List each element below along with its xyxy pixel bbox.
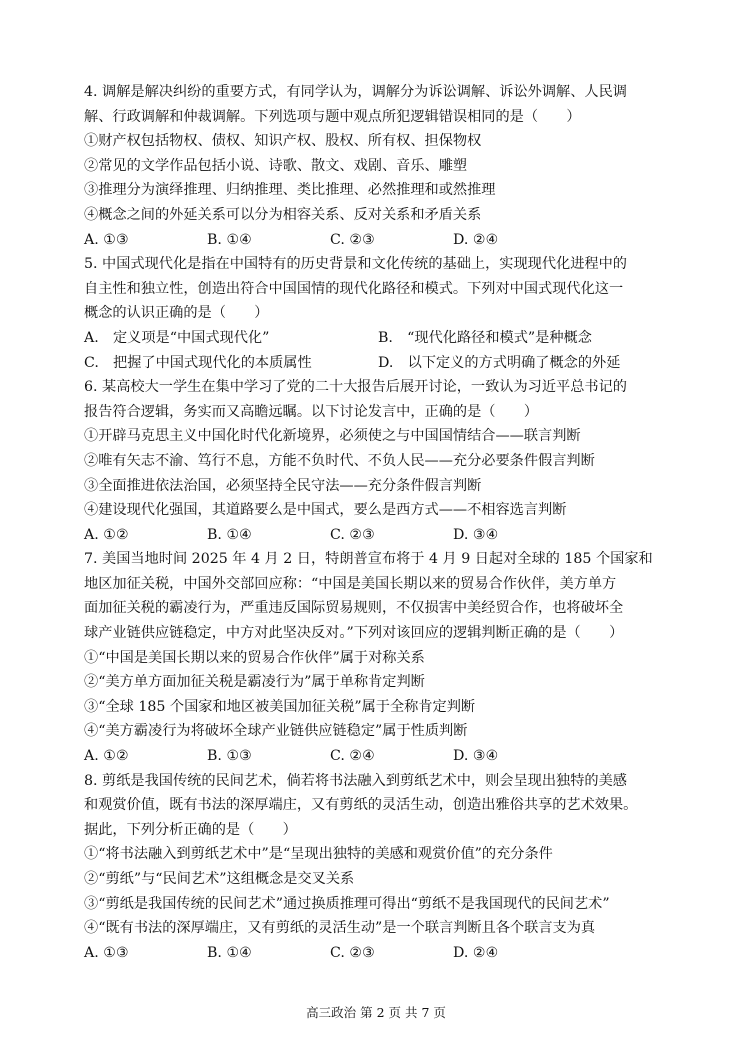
option-a: A. ①③ bbox=[84, 231, 129, 248]
option-d: D. ②④ bbox=[453, 944, 499, 961]
option-b: B. ①④ bbox=[207, 944, 252, 961]
statement-item: ③“全球 185 个国家和地区被美国加征关税”属于全称肯定判断 bbox=[84, 698, 476, 715]
option-a: A. ①③ bbox=[84, 944, 129, 961]
option-c: C. ②③ bbox=[330, 944, 375, 961]
statement-item: ④“既有书法的深厚端庄，又有剪纸的灵活生动”是一个联言判断且各个联言支为真 bbox=[84, 920, 596, 937]
statement-item: ③“剪纸是我国传统的民间艺术”通过换质推理可得出“剪纸不是我国现代的民间艺术” bbox=[84, 895, 610, 912]
statement-item: ①“中国是美国长期以来的贸易合作伙伴”属于对称关系 bbox=[84, 649, 425, 666]
question-list bbox=[84, 80, 672, 965]
option-d: D. ③④ bbox=[453, 748, 499, 765]
statement-item: ③推理分为演绎推理、归纳推理、类比推理、必然推理和或然推理 bbox=[84, 182, 496, 199]
question-stem-line: 和观赏价值，既有书法的深厚端庄，又有剪纸的灵活生动，创造出雅俗共享的艺术效果。 bbox=[84, 797, 638, 814]
statement-item: ②“剪纸”与“民间艺术”这组概念是交叉关系 bbox=[84, 871, 355, 887]
statement-item: ③全面推进依法治国，必须坚持全民守法——充分条件假言判断 bbox=[84, 477, 482, 494]
option-b: B. ①④ bbox=[207, 231, 252, 248]
answer-options bbox=[84, 351, 672, 376]
answer-options bbox=[84, 744, 672, 769]
option-a: A. 定义项是“中国式现代化” bbox=[84, 329, 270, 346]
option-a: A. ①② bbox=[84, 748, 129, 765]
answer-options bbox=[84, 523, 672, 548]
question-stem-line: 地区加征关税，中国外交部回应称：“中国是美国长期以来的贸易合作伙伴，美方单方 bbox=[84, 575, 617, 592]
statement-item: ④概念之间的外延关系可以分为相容关系、反对关系和矛盾关系 bbox=[84, 206, 482, 223]
statement-item: ①开辟马克思主义中国化时代化新境界，必须使之与中国国情结合——联言判断 bbox=[84, 428, 581, 445]
option-c: C. 把握了中国式现代化的本质属性 bbox=[84, 354, 312, 371]
page-footer: 高三政治 第 2 页 共 7 页 bbox=[306, 1005, 446, 1020]
question-7 bbox=[84, 547, 672, 768]
statement-item: ①“将书法融入到剪纸艺术中”是“呈现出独特的美感和观赏价值”的充分条件 bbox=[84, 846, 553, 863]
option-a: A. ①② bbox=[84, 526, 129, 543]
question-5 bbox=[84, 252, 672, 375]
statement-item: ④“美方霸凌行为将破坏全球产业链供应链稳定”属于性质判断 bbox=[84, 723, 468, 740]
statement-item: ②唯有矢志不渝、笃行不息，方能不负时代、不负人民——充分必要条件假言判断 bbox=[84, 452, 595, 469]
question-stem-line: 6. 某高校大一学生在集中学习了党的二十大报告后展开讨论，一致认为习近平总书记的 bbox=[84, 379, 627, 396]
option-d: D. ②④ bbox=[453, 231, 499, 248]
question-stem-line: 球产业链供应链稳定，中方对此坚决反对。”下列对该回应的逻辑判断正确的是（ ） bbox=[84, 625, 624, 642]
question-stem-line: 据此，下列分析正确的是（ ） bbox=[84, 821, 297, 838]
answer-options bbox=[84, 228, 672, 253]
option-b: B. “现代化路径和模式”是种概念 bbox=[378, 329, 592, 346]
question-stem-line: 面加征关税的霸凌行为，严重违反国际贸易规则，不仅损害中美经贸合作，也将破坏全 bbox=[84, 600, 624, 617]
question-stem-line: 概念的认识正确的是（ ） bbox=[84, 305, 269, 322]
option-c: C. ②③ bbox=[330, 231, 375, 248]
option-d: D. ③④ bbox=[453, 526, 499, 543]
statement-item: ①财产权包括物权、债权、知识产权、股权、所有权、担保物权 bbox=[84, 133, 482, 150]
statement-item: ④建设现代化强国，其道路要么是中国式，要么是西方式——不相容选言判断 bbox=[84, 502, 567, 519]
statement-item: ②“美方单方面加征关税是霸凌行为”属于单称肯定判断 bbox=[84, 674, 425, 691]
option-d: D. 以下定义的方式明确了概念的外延 bbox=[378, 354, 621, 371]
answer-options bbox=[84, 941, 672, 966]
option-b: B. ①④ bbox=[207, 526, 252, 543]
question-stem-line: 报告符合逻辑，务实而又高瞻远瞩。以下讨论发言中，正确的是（ ） bbox=[84, 403, 539, 420]
question-stem-line: 7. 美国当地时间 2025 年 4 月 2 日，特朗普宣布将于 4 月 9 日起对全球的 185 个国家和 bbox=[84, 551, 653, 568]
answer-options bbox=[84, 326, 672, 351]
option-c: C. ②④ bbox=[330, 748, 375, 765]
option-b: B. ①③ bbox=[207, 748, 252, 765]
question-stem-line: 自主性和独立性，创造出符合中国国情的现代化路径和模式。下列对中国式现代化这一 bbox=[84, 280, 624, 297]
question-8 bbox=[84, 769, 672, 966]
question-stem-line: 5. 中国式现代化是指在中国特有的历史背景和文化传统的基础上，实现现代化进程中的 bbox=[84, 256, 627, 273]
question-4 bbox=[84, 80, 672, 252]
question-stem-line: 解、行政调解和仲裁调解。下列选项与题中观点所犯逻辑错误相同的是（ ） bbox=[84, 108, 581, 125]
question-stem-line: 4. 调解是解决纠纷的重要方式，有同学认为，调解分为诉讼调解、诉讼外调解、人民调 bbox=[84, 84, 627, 100]
question-stem-line: 8. 剪纸是我国传统的民间艺术，倘若将书法融入到剪纸艺术中，则会呈现出独特的美感 bbox=[84, 772, 627, 789]
question-6 bbox=[84, 375, 672, 547]
option-c: C. ②③ bbox=[330, 526, 375, 543]
statement-item: ②常见的文学作品包括小说、诗歌、散文、戏剧、音乐、雕塑 bbox=[84, 157, 468, 174]
